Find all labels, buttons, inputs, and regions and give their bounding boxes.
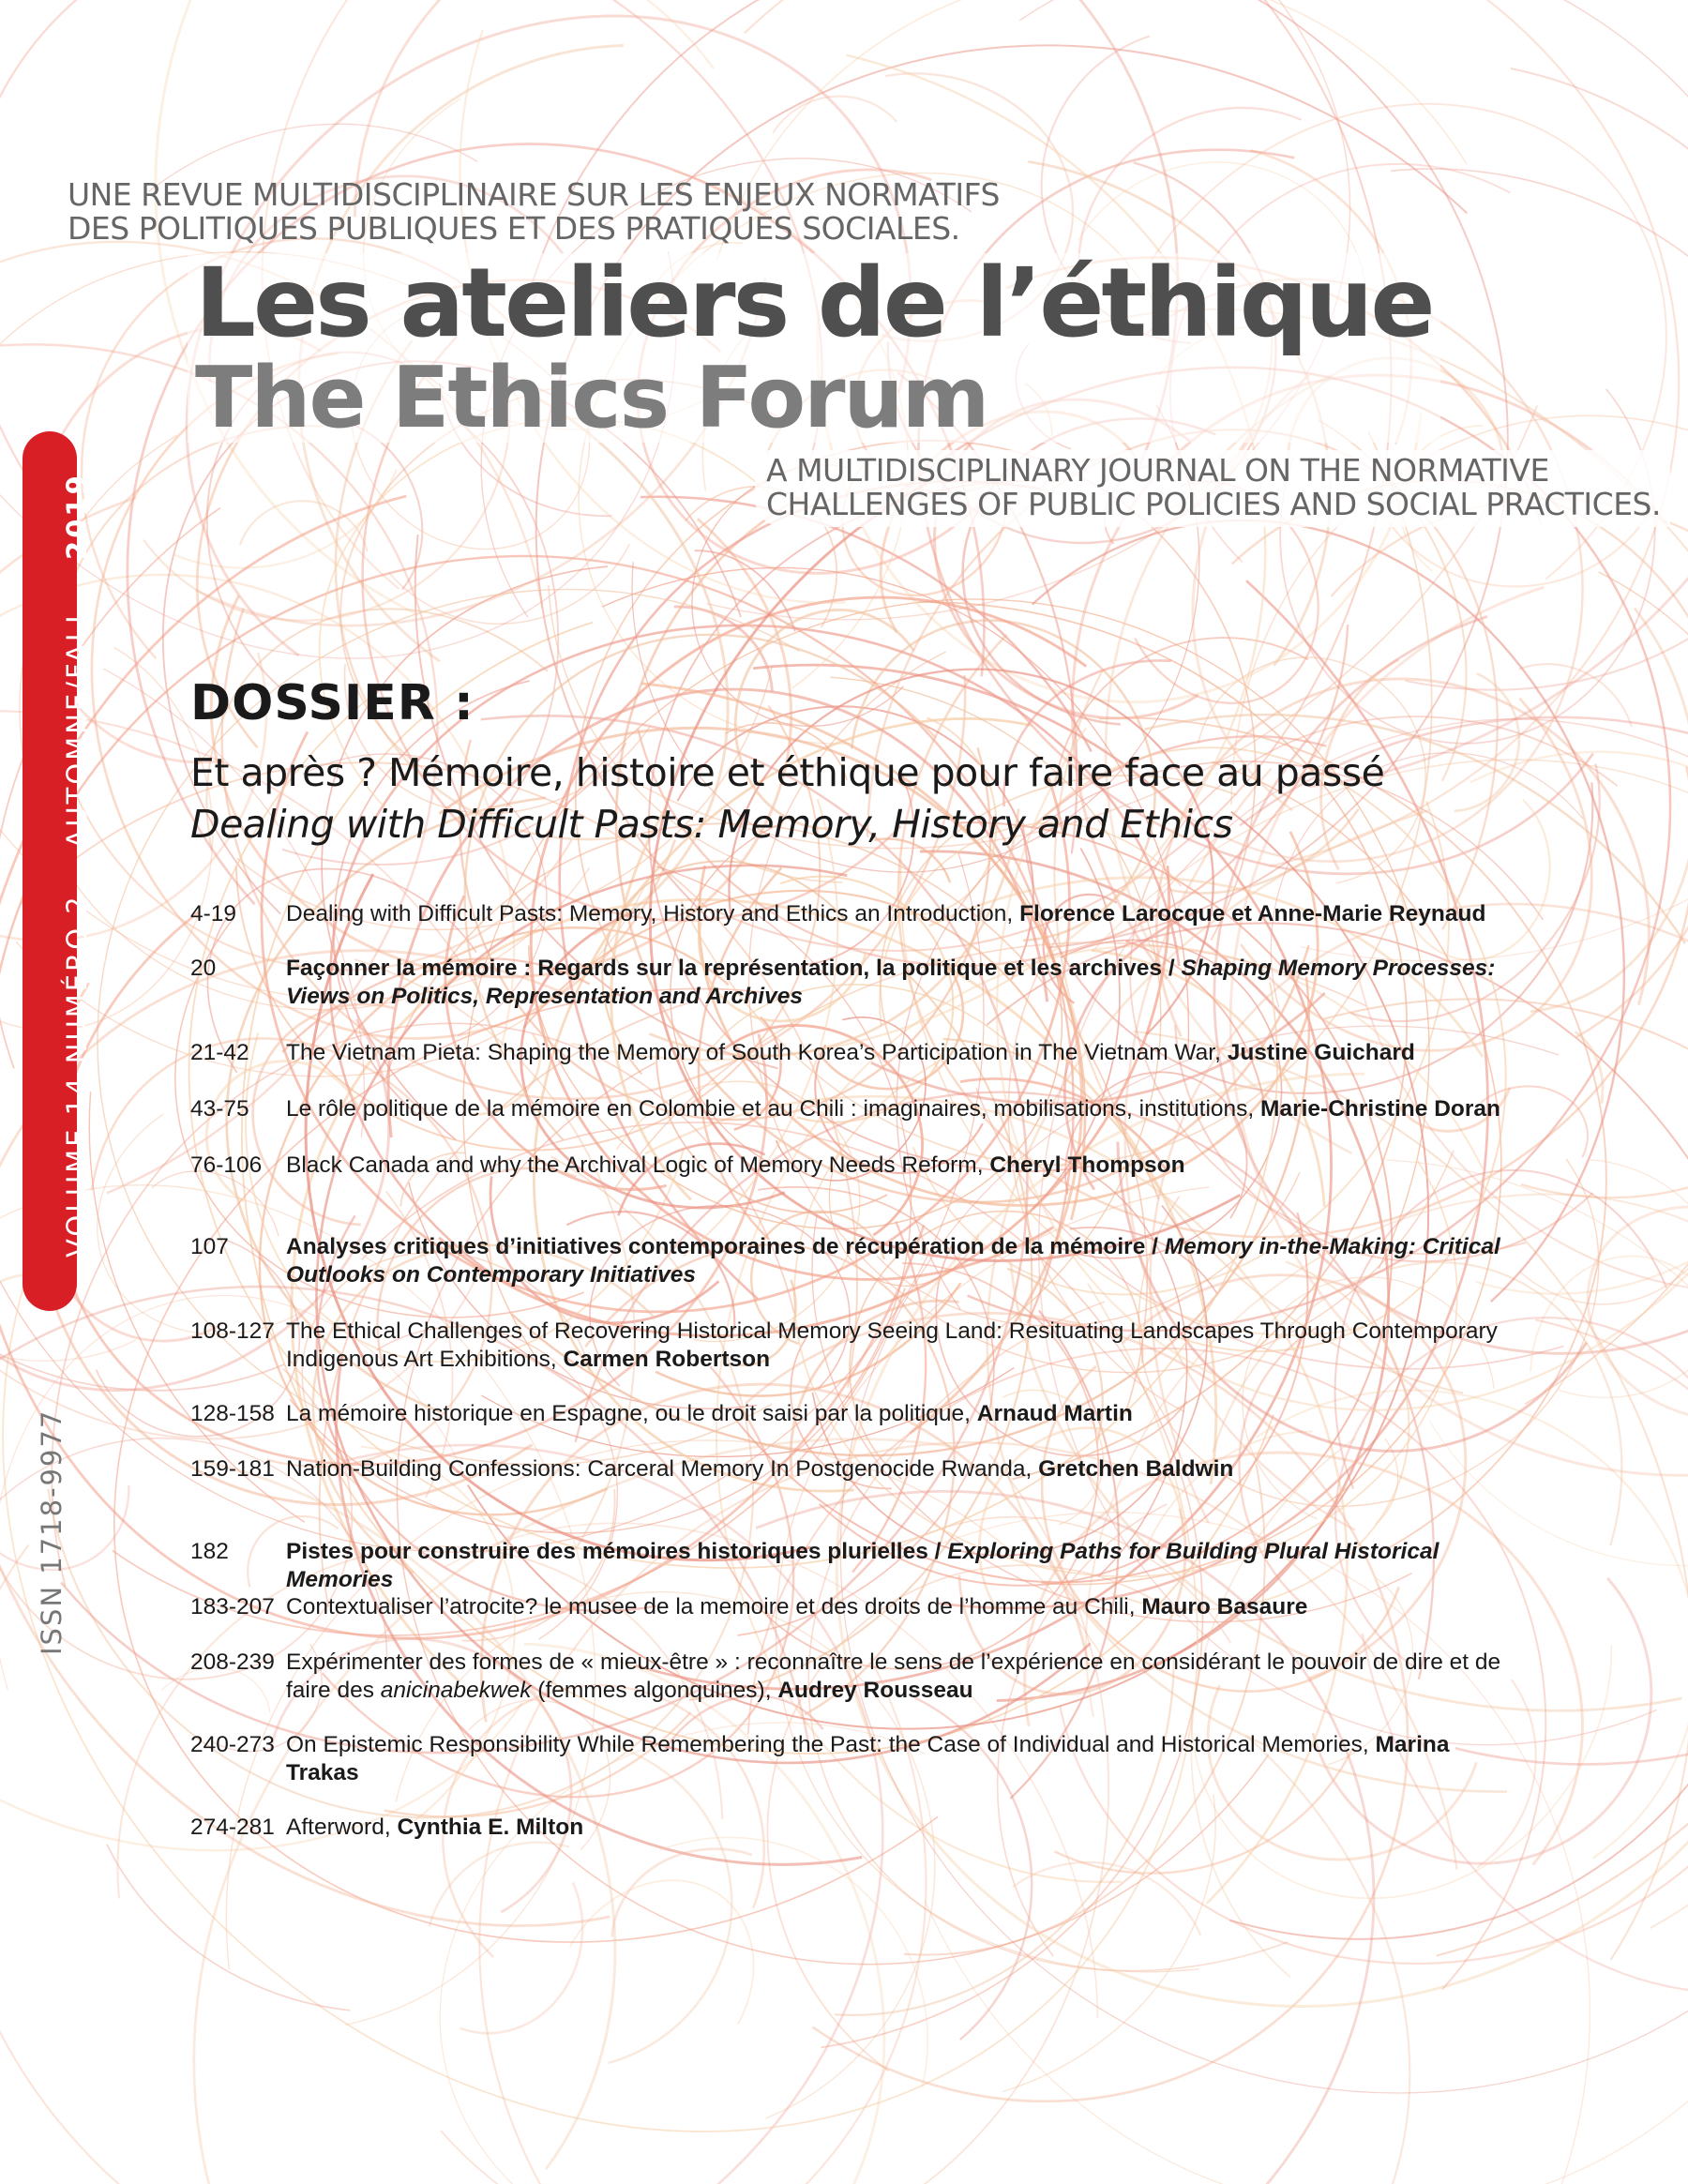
volume-label: VOLUME 14 NUMÉRO 2	[61, 894, 93, 1258]
toc-pages: 107	[190, 1234, 229, 1259]
toc-pages: 108-127	[190, 1318, 275, 1344]
toc-section-fr: Pistes pour construire des mémoires historiques plurielles /	[286, 1539, 948, 1564]
dossier-subtitle-fr: Et après ? Mémoire, histoire et éthique pour faire face au passé	[190, 750, 1385, 795]
tagline-fr-line-2: DES POLITIQUES PUBLIQUES ET DES PRATIQUES SOCIALES.	[68, 210, 960, 247]
toc-pages: 208-239	[190, 1649, 275, 1675]
toc-pages: 4-19	[190, 901, 237, 926]
toc-title: Expérimenter des formes de « mieux-être » : reconnaître le sens de l’expérience en considérant le pouvoir de dire et de faire des	[286, 1649, 1501, 1703]
toc-title: Black Canada and why the Archival Logic of Memory Needs Reform,	[286, 1152, 990, 1178]
toc-section-fr: Analyses critiques d’initiatives contemporaines de récupération de la mémoire /	[286, 1234, 1165, 1259]
toc-pages: 76-106	[190, 1152, 263, 1178]
toc-author: Florence Larocque et Anne-Marie Reynaud	[1019, 901, 1486, 926]
scribble-line	[206, 1062, 359, 1201]
toc-author: Mauro Basaure	[1141, 1594, 1308, 1619]
dossier-subtitle-en: Dealing with Difficult Pasts: Memory, History and Ethics	[190, 802, 1233, 847]
dossier-label: DOSSIER :	[190, 675, 475, 731]
title-fr: Les ateliers de l’éthique	[195, 248, 1433, 359]
toc-section-en: Shaping Memory Processes: Views on Politics, Representation and Archives	[286, 956, 1496, 1009]
issn: ISSN 1718-9977	[36, 1408, 68, 1655]
toc-author: Audrey Rousseau	[777, 1678, 973, 1703]
toc-pages: 182	[190, 1539, 229, 1564]
scribble-line	[611, 1736, 1409, 2184]
toc-title: Afterword,	[286, 1815, 398, 1840]
toc-pages: 43-75	[190, 1096, 249, 1122]
toc-section-fr: Façonner la mémoire : Regards sur la représentation, la politique et les archives /	[286, 956, 1182, 981]
toc-pages: 240-273	[190, 1732, 275, 1757]
tagline-fr	[68, 178, 1000, 246]
toc-author: Marie-Christine Doran	[1260, 1096, 1500, 1122]
tagline-en-line-1: A MULTIDISCIPLINARY JOURNAL ON THE NORMATIVE	[766, 452, 1549, 489]
toc-author: Marina Trakas	[286, 1732, 1450, 1785]
scribble-line	[735, 610, 913, 828]
toc-section-en: Memory in-the-Making: Critical Outlooks on Contemporary Initiatives	[286, 1234, 1500, 1288]
toc-title: The Ethical Challenges of Recovering Historical Memory Seeing Land: Resituating Landscapes Through Contemporary Indigenous Art Exhibitions,	[286, 1318, 1498, 1372]
year-label: 2019	[61, 473, 93, 560]
toc-title: Dealing with Difficult Pasts: Memory, History and Ethics an Introduction,	[286, 901, 1020, 926]
tagline-en-line-2: CHALLENGES OF PUBLIC POLICIES AND SOCIAL PRACTICES.	[766, 486, 1661, 522]
scribble-line	[660, 1837, 928, 2086]
scribble-line	[225, 0, 714, 68]
scribble-line	[570, 1880, 754, 2024]
toc-author: Cheryl Thompson	[989, 1152, 1185, 1178]
tagline-en	[755, 450, 1670, 527]
toc-author: Justine Guichard	[1227, 1040, 1415, 1065]
toc-title: The Vietnam Pieta: Shaping the Memory of South Korea’s Participation in The Vietnam War,	[286, 1040, 1228, 1065]
toc-author: Gretchen Baldwin	[1038, 1456, 1234, 1482]
toc-pages: 159-181	[190, 1456, 275, 1482]
scribble-line	[440, 1723, 926, 2184]
toc-pages: 21-42	[190, 1040, 249, 1065]
toc-title: La mémoire historique en Espagne, ou le droit saisi par la politique,	[286, 1401, 977, 1426]
journal-title	[188, 248, 1440, 447]
toc-author: Carmen Robertson	[563, 1347, 771, 1372]
scribble-line	[605, 1743, 732, 2063]
toc-title: Contextualiser l’atrocite? le musee de la memoire et des droits de l’homme au Chili,	[286, 1594, 1142, 1619]
toc-title: Le rôle politique de la mémoire en Colombie et au Chili : imaginaires, mobilisations, institutions,	[286, 1096, 1261, 1122]
toc-author: Arnaud Martin	[976, 1401, 1133, 1426]
title-en: The Ethics Forum	[195, 349, 988, 447]
scribble-line	[1191, 1438, 1355, 1978]
toc-title: On Epistemic Responsibility While Remembering the Past: the Case of Individual and Historical Memories,	[286, 1732, 1376, 1757]
volume-banner-text	[50, 432, 104, 1258]
scribble-line	[773, 97, 897, 133]
toc-author: Cynthia E. Milton	[397, 1815, 584, 1840]
toc-title: Nation-Building Confessions: Carceral Memory In Postgenocide Rwanda,	[286, 1456, 1039, 1482]
scribble-line	[1146, 1432, 1313, 1550]
toc-pages: 183-207	[190, 1594, 275, 1619]
toc-section-en: Exploring Paths for Building Plural Historical Memories	[286, 1539, 1439, 1592]
season-label: AUTOMNE/FALL	[61, 605, 93, 849]
tagline-fr-line-1: UNE REVUE MULTIDISCIPLINAIRE SUR LES ENJEUX NORMATIFS	[68, 176, 1000, 213]
toc-title-end: (femmes algonquines),	[531, 1678, 778, 1703]
toc-pages: 20	[190, 956, 217, 981]
toc-pages: 274-281	[190, 1815, 275, 1840]
toc-title-italic: anicinabekwek	[380, 1678, 532, 1703]
toc-pages: 128-158	[190, 1401, 275, 1426]
